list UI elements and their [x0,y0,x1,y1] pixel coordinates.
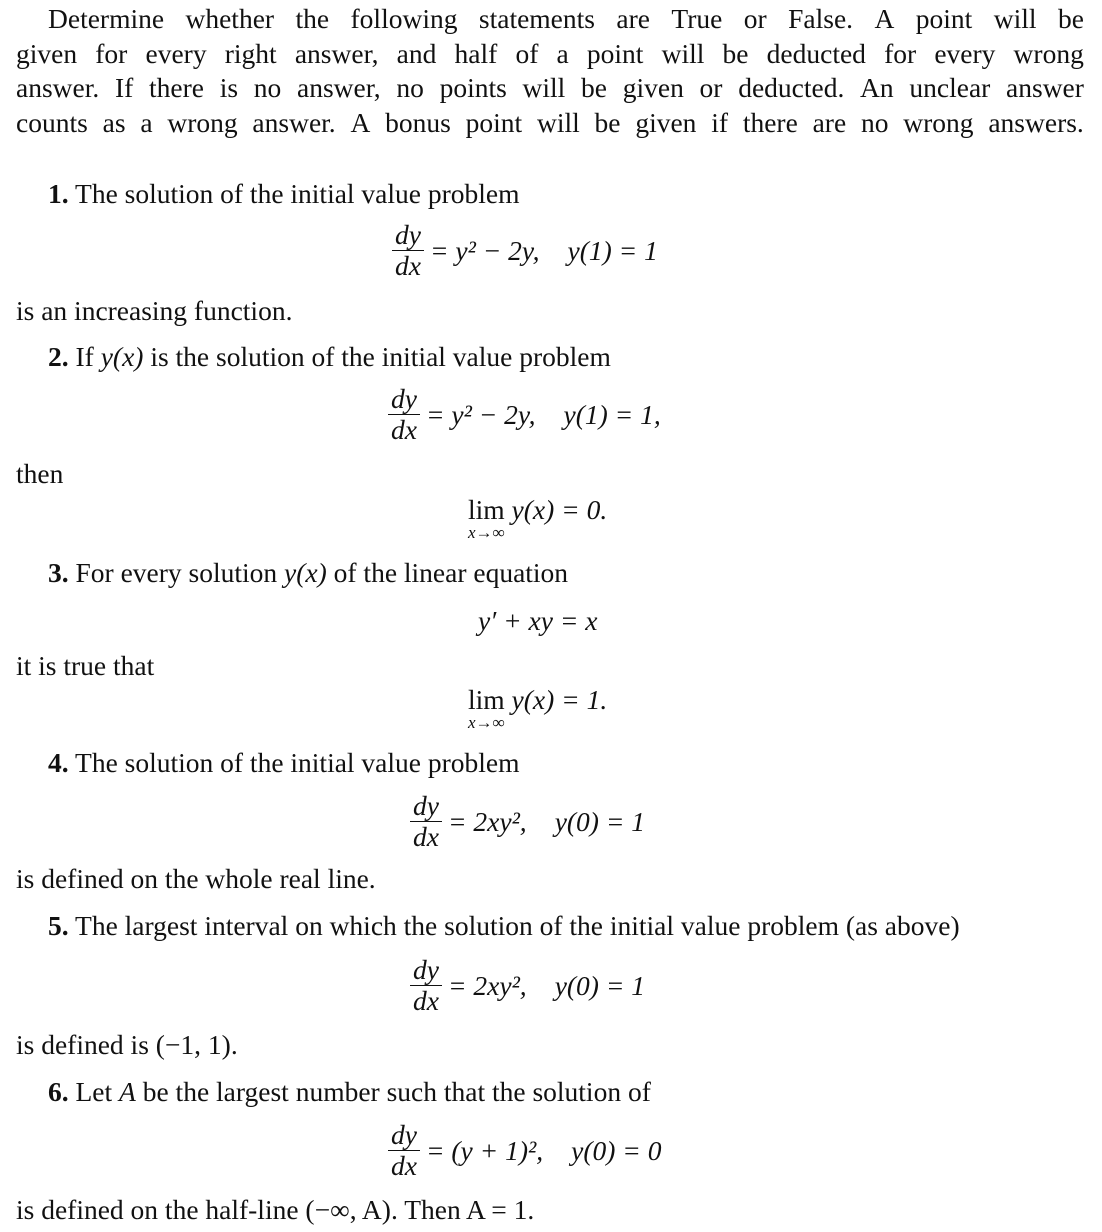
word: given [622,72,684,103]
word: answer [1006,72,1084,103]
word: statements [478,3,595,34]
instructions-line-4 [16,106,1084,141]
word: no [396,72,424,103]
equation-rhs: = (y + 1)², [425,1134,544,1166]
word: a [140,106,153,138]
question-1-statement [48,177,520,211]
word: there [742,106,798,138]
question-3-limit [468,684,607,730]
word: following [350,3,458,34]
word: every [934,37,996,69]
word: be [1057,3,1084,34]
word: every [145,37,207,69]
word: answer. [16,72,100,103]
question-text: be the largest number such that the solution of [142,1076,651,1107]
fraction-denominator: dx [391,414,417,445]
question-number: 3. [48,557,69,588]
word: answers. [988,106,1084,138]
word: An [860,72,894,103]
question-2-equation [388,384,661,445]
question-1-continuation: is an increasing function. [16,295,293,326]
word: the [295,3,330,34]
question-text: The largest interval on which the solution of the initial value problem (as above) [75,910,960,941]
word: wrong [167,106,238,138]
fraction-numerator: dy [413,954,439,985]
fraction-denominator: dx [391,1150,417,1181]
word: True [671,3,723,34]
instructions-line-1 [16,2,1084,37]
math-variable: A [119,1076,136,1107]
word: unclear [909,72,991,103]
word: or [699,72,723,103]
question-2-then: then [16,458,64,489]
word: A [350,106,371,138]
word: of [515,37,539,69]
word: point [586,37,644,69]
question-6-continuation: is defined on the half-line (−∞, A). Then A = 1. [16,1194,535,1225]
math-function: y(x) [284,557,327,588]
question-number: 5. [48,910,69,941]
instructions-line-3 [16,71,1084,106]
word: Determine [48,3,165,34]
limit-operator: lim [468,684,505,715]
equation-rhs: = 2xy², [447,969,527,1001]
word: or [743,3,767,34]
initial-condition: y(1) = 1 [567,234,658,266]
word: there [149,72,204,103]
question-5-continuation: is defined is (−1, 1). [16,1029,238,1060]
word: bonus [385,106,451,138]
word: no [860,106,889,138]
question-number: 4. [48,747,69,778]
question-text: The solution of the initial value problem [75,747,520,778]
question-text: Let [75,1076,113,1107]
fraction-denominator: dx [413,821,439,852]
word: will [661,37,705,69]
word: be [722,37,749,69]
question-number: 1. [48,178,69,209]
question-4-continuation: is defined on the whole real line. [16,863,376,894]
question-6-statement [48,1075,651,1109]
word: If [114,72,134,103]
limit-expression: y(x) = 1. [511,684,608,715]
equation-rhs: = y² − 2y, [425,398,536,430]
question-4-statement [48,746,520,780]
question-1-equation [392,220,658,281]
word: deducted [766,37,866,69]
limit-subscript: x→∞ [468,713,505,732]
word: point [465,106,523,138]
word: no [253,72,282,103]
question-number: 2. [48,341,69,372]
word: wrong [903,106,974,138]
question-3-statement [48,556,568,590]
fraction-numerator: dy [413,790,439,821]
limit-operator: lim [468,494,505,525]
word: for [884,37,917,69]
word: whether [185,3,275,34]
word: will [522,72,566,103]
fraction-denominator: dx [413,985,439,1016]
word: given [16,37,78,69]
word: A [874,3,895,34]
question-number: 6. [48,1076,69,1107]
question-3-continuation: it is true that [16,650,155,681]
equation-rhs: = 2xy², [447,805,527,837]
question-2-limit [468,494,607,540]
question-text: For every solution [75,557,278,588]
question-3-equation: y′ + xy = x [478,605,598,636]
derivative-fraction [388,384,420,445]
instructions-line-2 [16,37,1084,72]
word: if [711,106,729,138]
word: half [454,37,498,69]
word: points [439,72,507,103]
question-4-equation [410,791,645,852]
derivative-fraction [410,791,442,852]
word: are [616,3,650,34]
limit-subscript: x→∞ [468,523,505,542]
word: are [812,106,847,138]
question-6-equation [388,1120,661,1181]
instructions-paragraph [16,2,1084,140]
fraction-denominator: dx [395,250,421,281]
fraction-numerator: dy [391,1119,417,1150]
question-5-statement [48,909,960,943]
initial-condition: y(0) = 1 [554,969,646,1001]
fraction-numerator: dy [395,219,421,250]
question-text: The solution of the initial value problem [75,178,520,209]
word: given [635,106,697,138]
word: deducted. [738,72,845,103]
word: point [915,3,973,34]
word: right [224,37,277,69]
word: will [993,3,1037,34]
initial-condition: y(0) = 1 [554,805,646,837]
word: a [556,37,569,69]
question-text: If [75,341,94,372]
word: False. [788,3,854,34]
question-5-equation [410,955,645,1016]
math-function: y(x) [100,341,144,372]
word: is [219,72,239,103]
derivative-fraction [388,1120,420,1181]
word: will [536,106,580,138]
word: as [102,106,126,138]
equation-rhs: = y² − 2y, [429,234,540,266]
derivative-fraction [392,220,424,281]
word: for [95,37,128,69]
word: counts [16,106,88,138]
word: wrong [1013,37,1084,69]
initial-condition: y(1) = 1, [563,398,661,430]
initial-condition: y(0) = 0 [571,1134,662,1166]
question-2-statement [48,340,611,374]
derivative-fraction [410,955,442,1016]
word: be [594,106,621,138]
question-text: is the solution of the initial value problem [150,341,611,372]
question-text: of the linear equation [333,557,569,588]
limit-expression: y(x) = 0. [511,494,608,525]
fraction-numerator: dy [391,383,417,414]
word: answer, [296,72,381,103]
word: answer, [294,37,379,69]
word: and [396,37,437,69]
word: answer. [252,106,336,138]
word: be [581,72,607,103]
